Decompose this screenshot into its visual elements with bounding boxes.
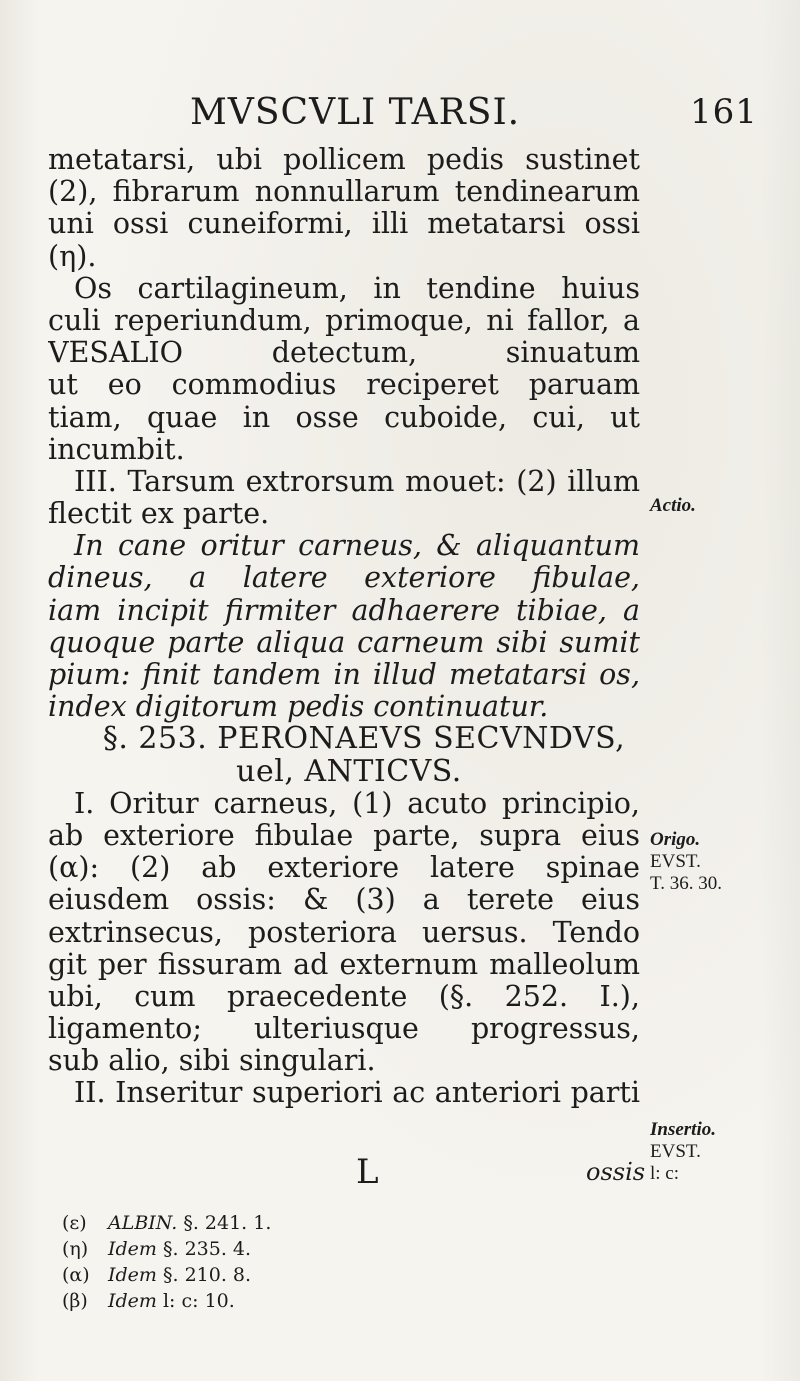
text-line: (η). [48,239,97,273]
footnote-detail: §. 235. 4. [162,1238,252,1260]
text-line: culi reperiundum, primoque, ni fallor, a [48,304,640,337]
text-block-1 [48,144,640,723]
text-line: II. Inseritur superiori ac anteriori parti [74,1077,640,1110]
text-line: iam incipit firmiter adhaerere tibiae, a [48,594,640,627]
text-line: tiam, quae in osse cuboide, cui, ut [48,401,640,434]
text-line: pium: finit tandem in illud metatarsi os, [48,659,640,691]
text-line: ubi, cum praecedente (§. 252. I.), [48,980,640,1013]
text-line: ut eo commodius reciperet paruam [48,369,640,402]
text-line: I. Oritur carneus, (1) acuto principio, [74,787,640,820]
margin-note-insertio: Insertio. [650,1119,716,1140]
text-line: (2), fibrarum nonnullarum tendinearum [48,176,640,209]
footnote-reference: ALBIN. [108,1212,178,1234]
footnote-reference: Idem [108,1264,157,1286]
text-line: ligamento; ulteriusque progressus, [48,1013,640,1046]
page-number: 161 [690,92,758,132]
section-subheading: uel, ANTICVS. [236,753,462,789]
margin-note-evst-2-ref: l: c: [650,1163,680,1184]
footnote [62,1288,271,1314]
section-heading: §. 253. PERONAEVS SECVNDVS, [102,721,626,757]
footnotes [62,1210,271,1314]
footnote-mark: (α) [62,1264,90,1286]
text-line: sub alio, sibi singulari. [48,1044,376,1078]
text-line: extrinsecus, posteriora uersus. Tendo [48,916,640,949]
text-line: ab exteriore fibulae parte, supra eius [48,819,640,852]
text-block-2 [48,788,640,1110]
text-line: III. Tarsum extrorsum mouet: (2) illum [74,465,640,498]
text-line: dineus, a latere exteriore fibulae, [48,562,640,595]
footnote [62,1210,271,1236]
main-text [48,144,640,1110]
footnote-detail: §. 210. 8. [162,1264,252,1286]
text-line: eiusdem ossis: & (3) a terete eius [48,884,640,917]
footnote-mark: (ε) [62,1212,87,1234]
text-line: index digitorum pedis continuatur. [48,690,549,724]
running-title: MVSCVLI TARSI. [190,92,521,133]
footnote [62,1236,271,1262]
text-line: incumbit. [48,432,185,466]
text-line: VESALIO detectum, sinuatum [48,337,640,370]
margin-note-actio: Actio. [650,495,696,516]
running-header [0,92,800,142]
text-line: metatarsi, ubi pollicem pedis sustinet [48,144,640,176]
margin-note-evst-1-ref: T. 36. 30. [650,873,722,894]
footnote-detail: l: c: 10. [162,1290,235,1312]
text-line: quoque parte aliqua carneum sibi sumit [48,626,640,659]
text-line: git per fissuram ad externum malleolum [48,948,640,981]
footnote-reference: Idem [108,1238,157,1260]
catchword: ossis [586,1158,646,1186]
footnote-reference: Idem [108,1290,157,1312]
footnote [62,1262,271,1288]
footnote-mark: (β) [62,1290,88,1312]
text-line: (α): (2) ab exteriore latere spinae [48,852,640,885]
text-line: In cane oritur carneus, & aliquantum [74,530,640,563]
margin-note-evst-2: EVST. [650,1141,701,1162]
text-line: Os cartilagineum, in tendine huius [74,272,640,305]
margin-note-evst-1: EVST. [650,851,701,872]
footnote-detail: §. 241. 1. [183,1212,272,1234]
signature-mark: L [356,1152,379,1192]
text-line: flectit ex parte. [48,497,270,531]
margin-note-origo: Origo. [650,829,701,850]
footnote-mark: (η) [62,1238,89,1260]
text-line: uni ossi cuneiformi, illi metatarsi ossi [48,208,640,241]
